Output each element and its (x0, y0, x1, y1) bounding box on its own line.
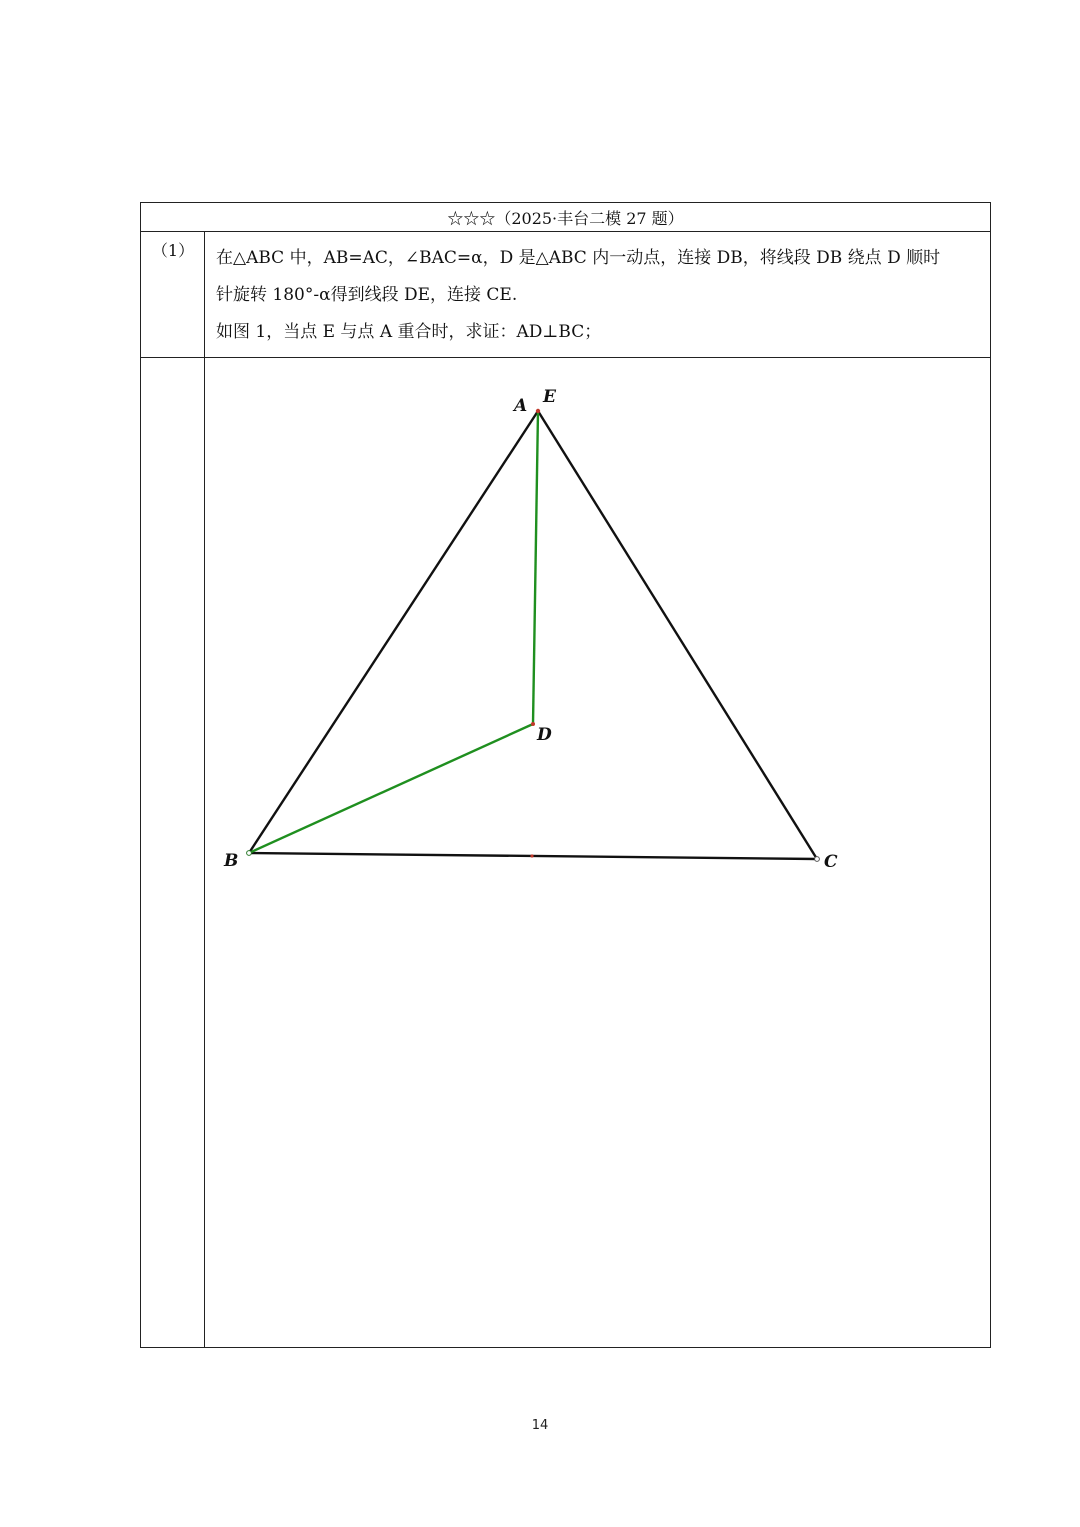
label-b: B (224, 851, 239, 871)
question-text (216, 240, 986, 351)
point-d-marker (531, 722, 535, 726)
segment-ac (538, 411, 817, 859)
segment-de (533, 411, 538, 724)
question-row (141, 232, 990, 358)
label-a: A (514, 396, 528, 416)
figure-row (141, 358, 990, 1347)
problem-title: ☆☆☆（2025·丰台二模 27 题） (447, 208, 684, 228)
label-e: E (543, 387, 556, 407)
label-c: C (824, 852, 838, 872)
problem-header (141, 203, 990, 232)
point-b-marker (247, 851, 252, 856)
question-number: （1） (151, 241, 195, 260)
geometry-figure (141, 358, 990, 1347)
question-line-2: 针旋转 180°-α得到线段 DE，连接 CE. (216, 285, 518, 305)
point-a-marker (536, 409, 540, 413)
midpoint-bc-marker (530, 854, 533, 857)
point-c-marker (815, 857, 820, 862)
question-line-1: 在△ABC 中，AB=AC，∠BAC=α，D 是△ABC 内一动点，连接 DB，将线段 DB 绕点 D 顺时 (216, 248, 941, 268)
page-number: 14 (531, 1418, 549, 1433)
question-number-cell (141, 232, 205, 357)
problem-table (140, 202, 991, 1348)
question-line-3: 如图 1，当点 E 与点 A 重合时，求证：AD⊥BC； (216, 322, 602, 342)
label-d: D (537, 725, 552, 745)
